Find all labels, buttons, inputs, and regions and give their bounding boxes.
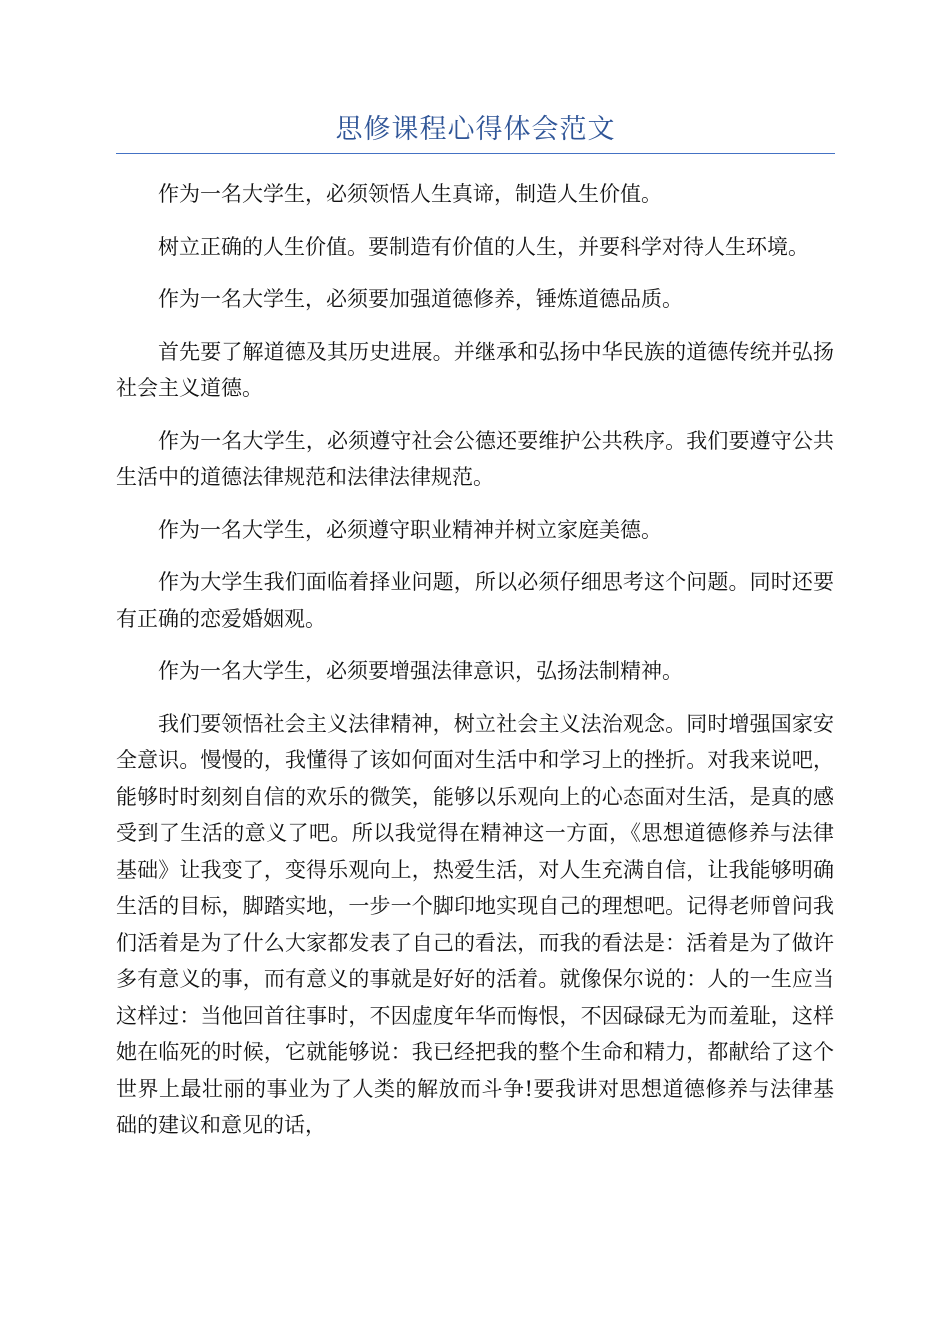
paragraph: 树立正确的人生价值。要制造有价值的人生，并要科学对待人生环境。 <box>158 234 809 259</box>
document-title: 思修课程心得体会范文 <box>335 114 616 145</box>
title-underline <box>116 153 835 154</box>
paragraph: 我们要领悟社会主义法律精神，树立社会主义法治观念。同时增强国家安全意识。慢慢的，我懂得了该如何面对生活中和学习上的挫折。对我来说吧，能够时时刻刻自信的欢乐的微笑，能够以乐观向上的心态面对生活，是真的感受到了生活的意义了吧。所以我觉得在精神这一方面，《思想道德修养与法律基础》让我变了，变得乐观向上，热爱生活，对人生充满自信，让我能够明确生活的目标，脚踏实地，一步一个脚印地实现自己的理想吧。记得老师曾问我们活着是为了什么大家都发表了自己的看法，而我的看法是：活着是为了做许多有意义的事，而有意义的事就是好好的活着。就像保尔说的：人的一生应当这样过：当他回首往事时，不因虚度年华而悔恨，不因碌碌无为而羞耻，这样她在临死的时候，它就能够说：我已经把我的整个生命和精力，都献给了这个世界上最壮丽的事业为了人类的解放而斗争!要我讲对思想道德修养与法律基础的建议和意见的话， <box>116 711 834 1137</box>
paragraph: 作为一名大学生，必须要增强法律意识，弘扬法制精神。 <box>158 659 683 683</box>
paragraph: 作为大学生我们面临着择业问题，所以必须仔细思考这个问题。同时还要有正确的恋爱婚姻观。 <box>116 570 834 631</box>
document-body <box>116 176 834 1160</box>
paragraph: 作为一名大学生，必须要加强道德修养，锤炼道德品质。 <box>158 287 683 311</box>
paragraph: 首先要了解道德及其历史进展。并继承和弘扬中华民族的道德传统并弘扬社会主义道德。 <box>116 339 834 400</box>
paragraph: 作为一名大学生，必须遵守社会公德还要维护公共秩序。我们要遵守公共生活中的道德法律规范和法律法律规范。 <box>116 428 834 489</box>
paragraph: 作为一名大学生，必须遵守职业精神并树立家庭美德。 <box>158 517 662 542</box>
paragraph: 作为一名大学生，必须领悟人生真谛，制造人生价值。 <box>158 182 662 206</box>
